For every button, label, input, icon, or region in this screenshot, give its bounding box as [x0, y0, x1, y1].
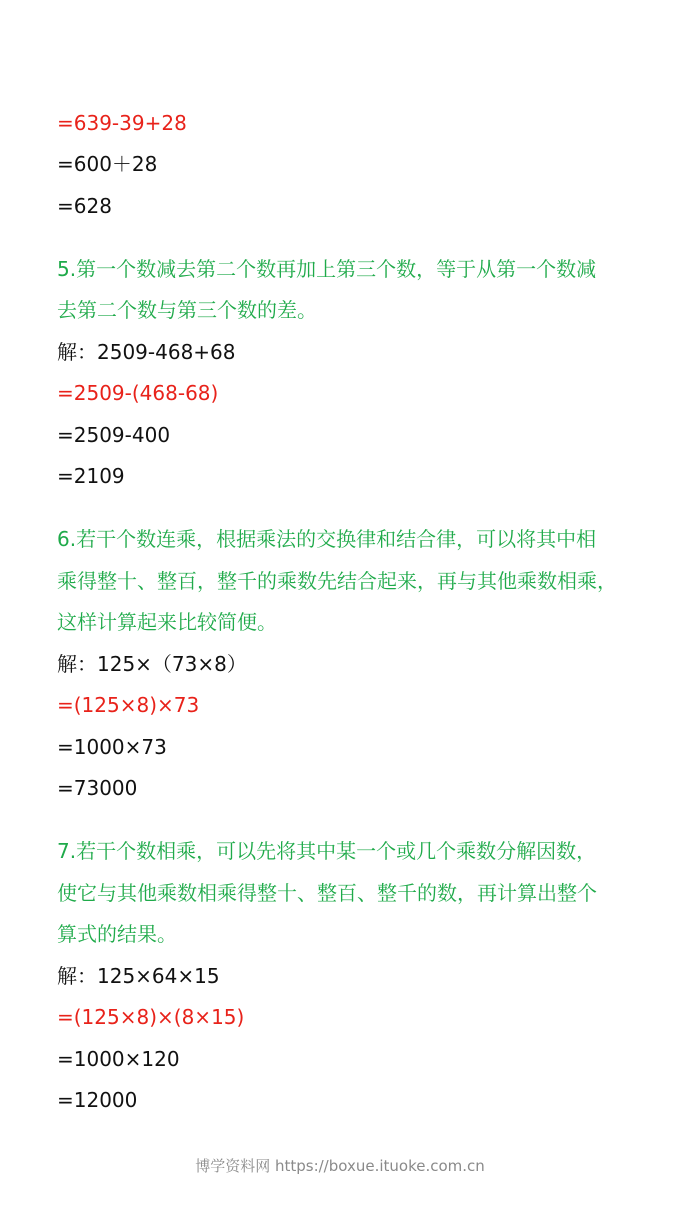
- rule5-step-2: =2509-400: [57, 423, 171, 447]
- prev-step-1: =639-39+28: [57, 111, 187, 135]
- rule7-text-line-3: 算式的结果。: [57, 922, 177, 946]
- rule6-text-line-2: 乘得整十、整百，整千的乘数先结合起来，再与其他乘数相乘，: [57, 569, 617, 593]
- rule7-text-line-1: 7.若干个数相乘，可以先将其中某一个或几个乘数分解因数，: [57, 839, 597, 863]
- rule6-text-line-1: 6.若干个数连乘，根据乘法的交换律和结合律，可以将其中相: [57, 527, 597, 551]
- rule7-solution: 解：125×64×15: [57, 964, 220, 988]
- rule7-step-2: =1000×120: [57, 1047, 180, 1071]
- rule5-text-line-2: 去第二个数与第三个数的差。: [57, 298, 317, 322]
- prev-step-3: =628: [57, 194, 112, 218]
- rule5-step-3: =2109: [57, 464, 125, 488]
- rule6-step-3: =73000: [57, 776, 138, 800]
- rule5-text-line-1: 5.第一个数减去第二个数再加上第三个数，等于从第一个数减: [57, 257, 597, 281]
- rule6-step-2: =1000×73: [57, 735, 167, 759]
- prev-step-2: =600＋28: [57, 152, 158, 176]
- rule7-step-3: =12000: [57, 1088, 138, 1112]
- rule6-text-line-3: 这样计算起来比较简便。: [57, 610, 277, 634]
- rule6-step-1: =(125×8)×73: [57, 693, 200, 717]
- rule7-step-1: =(125×8)×(8×15): [57, 1005, 245, 1029]
- rule7-text-line-2: 使它与其他乘数相乘得整十、整百、整千的数，再计算出整个: [57, 881, 597, 905]
- rule5-step-1: =2509-(468-68): [57, 381, 219, 405]
- footer-watermark: 博学资料网 https://boxue.ituoke.com.cn: [195, 1157, 485, 1175]
- rule5-solution: 解：2509-468+68: [57, 340, 236, 364]
- rule6-solution: 解：125×（73×8）: [57, 652, 247, 676]
